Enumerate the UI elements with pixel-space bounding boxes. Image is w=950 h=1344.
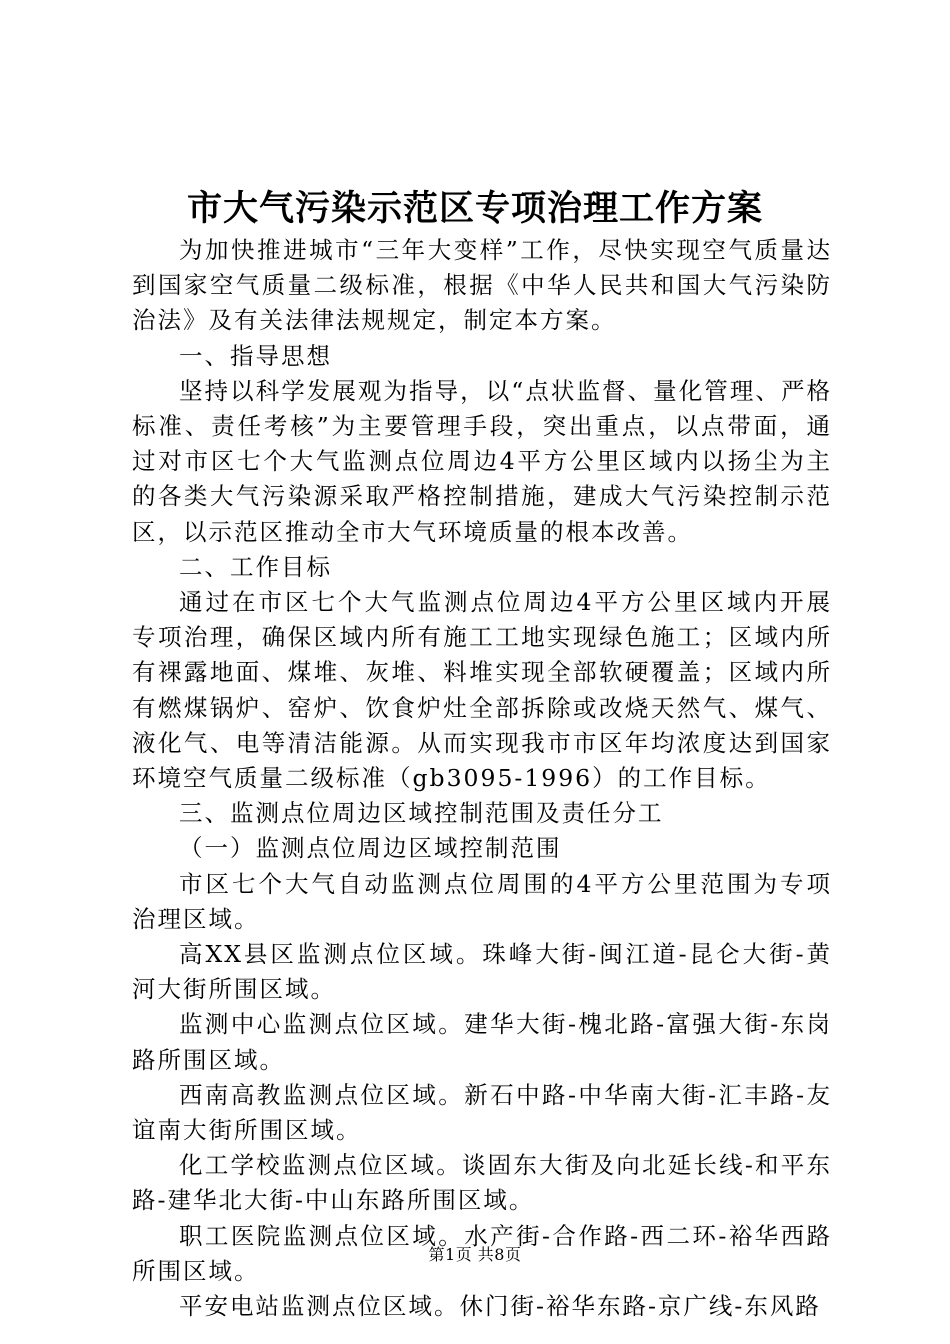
section-heading-guiding-ideology: 一、指导思想 — [179, 341, 332, 370]
paragraph-monitoring-point: 化工学校监测点位区域。谈固东大街及向北延长线-和平东路-建华北大街-中山东路所围区域。 — [132, 1151, 832, 1215]
paragraph-work-goals: 通过在市区七个大气监测点位周边4平方公里区域内开展专项治理，确保区域内所有施工工地实现绿色施工；区域内所有裸露地面、煤堆、灰堆、料堆实现全部软硬覆盖；区域内所有燃煤锅炉、窑炉、饮食炉灶全部拆除或改烧天然气、煤气、液化气、电等清洁能源。从而实现我市市区年均浓度达到国家环境空气质量二级标准（gb3095-1996）的工作目标。 — [132, 588, 832, 793]
section-heading-control-scope: 三、监测点位周边区域控制范围及责任分工 — [179, 799, 664, 828]
paragraph-intro: 为加快推进城市“三年大变样”工作，尽快实现空气质量达到国家空气质量二级标准，根据《中华人民共和国大气污染防治法》及有关法律法规规定，制定本方案。 — [132, 236, 832, 335]
paragraph-monitoring-point: 职工医院监测点位区域。水产街-合作路-西二环-裕华西路所围区域。 — [132, 1221, 832, 1285]
paragraph-monitoring-point: 高XX县区监测点位区域。珠峰大街-闽江道-昆仑大街-黄河大街所围区域。 — [132, 940, 832, 1004]
section-heading-work-goals: 二、工作目标 — [179, 552, 332, 581]
document-body — [132, 233, 832, 1324]
paragraph-guiding-ideology: 坚持以科学发展观为指导，以“点状监督、量化管理、严格标准、责任考核”为主要管理手段，突出重点，以点带面，通过对市区七个大气监测点位周边4平方公里区域内以扬尘为主的各类大气污染源采取严格控制措施，建成大气污染控制示范区，以示范区推动全市大气环境质量的根本改善。 — [132, 376, 832, 546]
document-title: 市大气污染示范区专项治理工作方案 — [186, 188, 763, 229]
paragraph-monitoring-point: 西南高教监测点位区域。新石中路-中华南大街-汇丰路-友谊南大街所围区域。 — [132, 1080, 832, 1145]
subsection-heading-control-scope: （一）监测点位周边区域控制范围 — [179, 834, 562, 863]
page-footer: 第1页 共8页 — [428, 1245, 522, 1264]
paragraph-monitoring-point: 平安电站监测点位区域。休门街-裕华东路-京广线-东风路 — [179, 1292, 821, 1321]
paragraph-control-area: 市区七个大气自动监测点位周围的4平方公里范围为专项治理区域。 — [132, 869, 832, 933]
paragraph-monitoring-point: 监测中心监测点位区域。建华大街-槐北路-富强大街-东岗路所围区域。 — [132, 1010, 832, 1074]
